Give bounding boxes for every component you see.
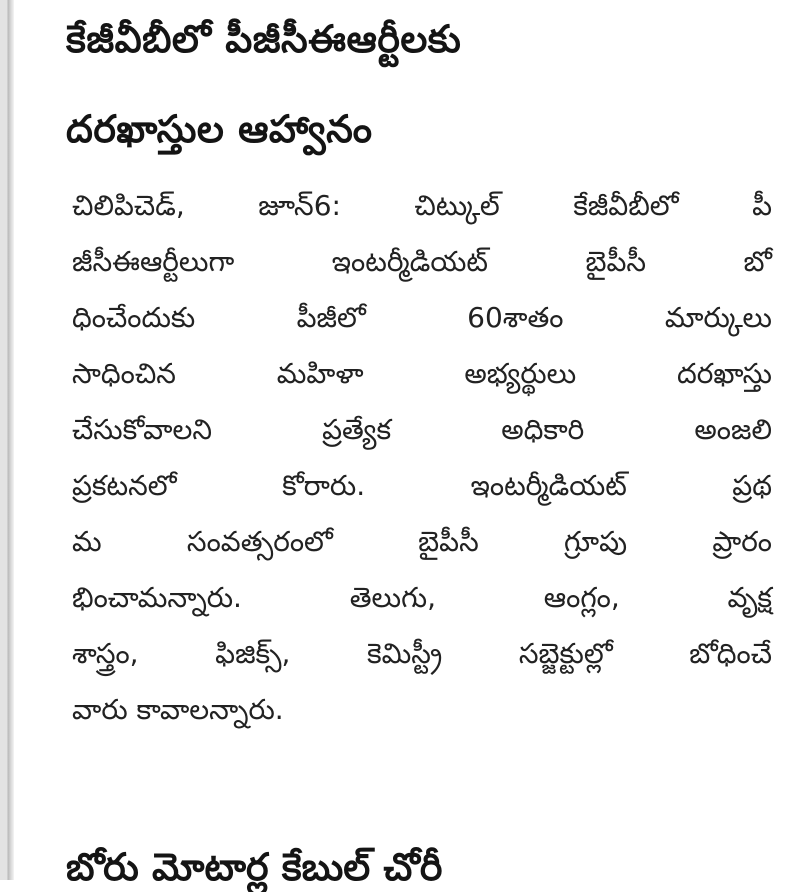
article-body-line: మ సంవత్సరంలో బైపీసీ గ్రూపు ప్రారం — [72, 525, 772, 558]
news-article — [50, 0, 775, 889]
article-body — [72, 178, 772, 738]
article-body-line: చిలిపిచెడ్, జూన్6: చిట్కుల్ కేజీవీబీలో పీ — [72, 189, 772, 222]
article-body-line: వారు కావాలన్నారు. — [72, 693, 284, 726]
article-headline-line-1: కేజీవీబీలో పీజీసీఈఆర్టీలకు — [66, 17, 462, 61]
article-body-line: సాధించిన మహిళా అభ్యర్థులు దరఖాస్తు — [72, 357, 772, 390]
column-divider — [0, 0, 14, 880]
article-headline-line-2: దరఖాస్తుల ఆహ్వానం — [66, 107, 373, 151]
article-body-line: శాస్త్రం, ఫిజిక్స్, కెమిస్ట్రీ సబ్జెక్టుల్లో బోధించే — [72, 637, 772, 670]
next-article-headline: బోరు మోటార్ల కేబుల్ చోరీ — [66, 845, 443, 889]
article-body-line: చేసుకోవాలని ప్రత్యేక అధికారి అంజలి — [72, 413, 772, 446]
article-body-line: భించామన్నారు. తెలుగు, ఆంగ్లం, వృక్ష — [72, 581, 772, 614]
article-body-line: జీసీఈఆర్టీలుగా ఇంటర్మీడియట్ బైపీసీ బో — [72, 245, 772, 278]
article-body-line: ధించేందుకు పీజీలో 60శాతం మార్కులు — [72, 301, 772, 334]
article-body-line: ప్రకటనలో కోరారు. ఇంటర్మీడియట్ ప్రథ — [72, 469, 772, 502]
